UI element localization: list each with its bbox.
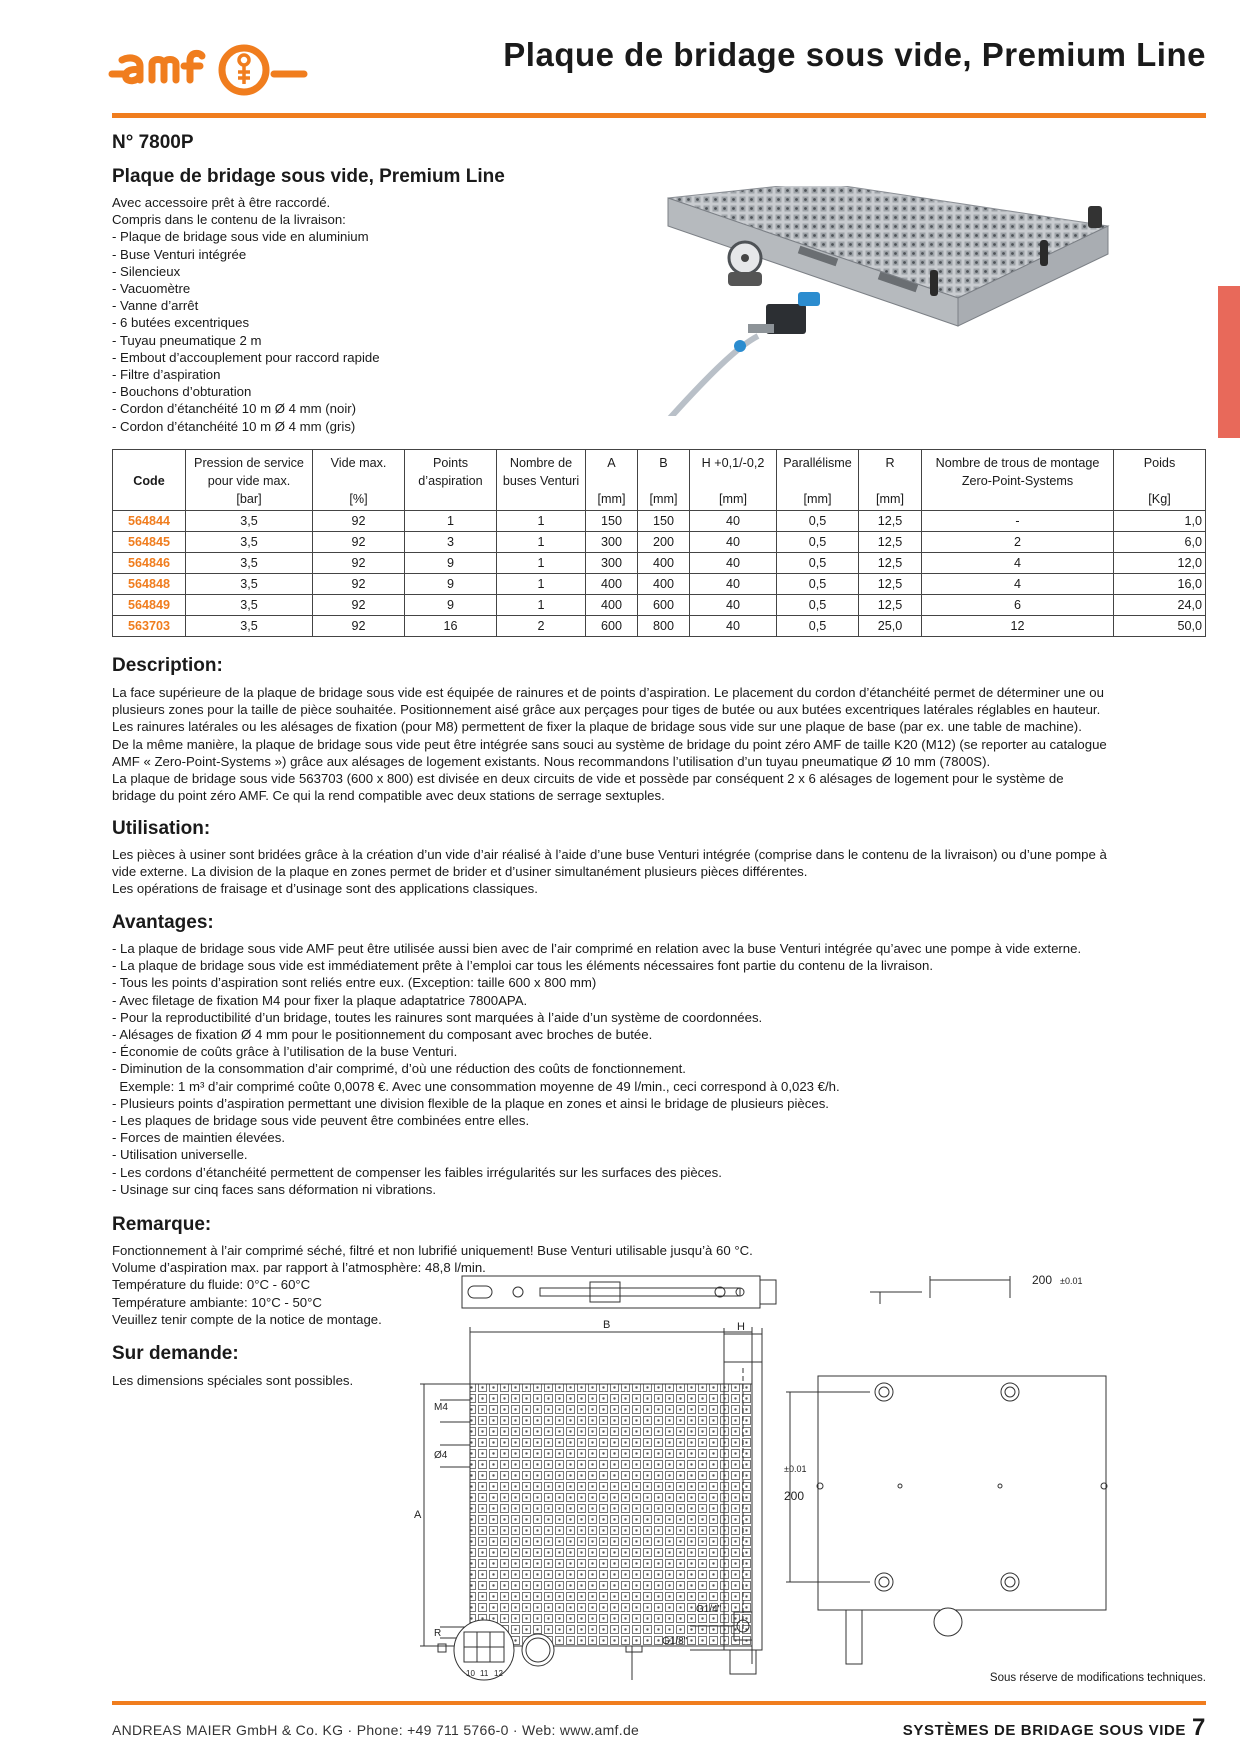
cell: 12,5	[859, 532, 922, 553]
text-line: - Alésages de fixation Ø 4 mm pour le positionnement du composant avec broches de butée.	[112, 1027, 653, 1043]
text-line: - Économie de coûts grâce à l’utilisation de la buse Venturi.	[112, 1044, 458, 1060]
table-row	[113, 616, 1206, 637]
cell: 40	[690, 553, 777, 574]
cell: 0,5	[777, 553, 859, 574]
cell: 3,5	[186, 553, 313, 574]
cell: 9	[405, 595, 497, 616]
cell: 2	[922, 532, 1114, 553]
cell: 3,5	[186, 595, 313, 616]
cell: 40	[690, 532, 777, 553]
text-line: Les rainures latérales ou les alésages de fixation (pour M8) permettent de fixer la plaque de bridage sous vide sur une plaque de base (par ex. une table de machine).	[112, 719, 1082, 735]
product-intro	[112, 194, 672, 435]
cell: 16	[405, 616, 497, 637]
text-line: - Forces de maintien élevées.	[112, 1130, 285, 1146]
cell: 3,5	[186, 616, 313, 637]
footer-rule	[112, 1701, 1206, 1705]
label-g18: G1/8"	[662, 1636, 688, 1647]
detail-num: 10	[466, 1669, 475, 1678]
gauge-icon	[522, 1634, 554, 1666]
cell: 0,5	[777, 595, 859, 616]
text-line: - Les cordons d’étanchéité permettent de compenser les faibles irrégularités sur les surfaces des pièces.	[112, 1164, 722, 1180]
intro-line: - Embout d’accouplement pour raccord rapide	[112, 349, 380, 365]
cell: 0,5	[777, 574, 859, 595]
avantages-heading: Avantages:	[112, 912, 214, 933]
cell: 200	[638, 532, 690, 553]
side-slot	[468, 1286, 492, 1298]
cell: 4	[922, 574, 1114, 595]
cell: 400	[586, 574, 638, 595]
pin-hole-icon	[898, 1484, 902, 1488]
utilisation-text	[112, 846, 1212, 898]
intro-line: - Bouchons d’obturation	[112, 384, 252, 400]
intro-line: - Plaque de bridage sous vide en aluminium	[112, 229, 369, 245]
col-header-vide: Vide max. [%]	[313, 450, 405, 511]
product-photo	[648, 186, 1128, 416]
cell: 6,0	[1114, 532, 1206, 553]
text-line: Température ambiante: 10°C - 50°C	[112, 1294, 322, 1310]
col-header-h: H +0,1/-0,2 [mm]	[690, 450, 777, 511]
gauge-icon	[934, 1608, 962, 1636]
col-header-parallelisme: Parallélisme [mm]	[777, 450, 859, 511]
cell: 0,5	[777, 532, 859, 553]
text-line: plusieurs zones pour la taille de pièce souhaitée. Positionnement aisé grâce aux perçages pour tiges de butée ou aux butées excentriques latérales réglables en hauteur.	[112, 702, 1101, 718]
cell: 3,5	[186, 511, 313, 532]
cell: 3,5	[186, 532, 313, 553]
cell: 1	[497, 511, 586, 532]
cell: 400	[638, 553, 690, 574]
cell: 24,0	[1114, 595, 1206, 616]
text-line: Volume d’aspiration max. par rapport à l’atmosphère: 48,8 l/min.	[112, 1260, 486, 1276]
cell: 3	[405, 532, 497, 553]
r-marker	[438, 1644, 446, 1652]
cell: 400	[638, 574, 690, 595]
text-line: La plaque de bridage sous vide 563703 (600 x 800) est divisée en deux circuits de vide et possède par conséquent 2 x 6 alésages de logement pour le système de	[112, 771, 1064, 787]
cell: 0,5	[777, 511, 859, 532]
cell: 150	[638, 511, 690, 532]
page-title: Plaque de bridage sous vide, Premium Line	[503, 36, 1206, 73]
cell: 1	[497, 595, 586, 616]
cell: 92	[313, 574, 405, 595]
text-line: Veuillez tenir compte de la notice de montage.	[112, 1311, 382, 1327]
col-header-trous: Nombre de trous de montage Zero-Point-Systems	[922, 450, 1114, 511]
cell: 400	[586, 595, 638, 616]
mount-hole-icon	[875, 1383, 893, 1401]
header-rule	[112, 113, 1206, 118]
cell: 12,0	[1114, 553, 1206, 574]
side-profile-end	[760, 1280, 776, 1304]
cell: 6	[922, 595, 1114, 616]
cell: 12,5	[859, 553, 922, 574]
cell-code[interactable]: 564845	[113, 532, 186, 553]
cell: 12	[922, 616, 1114, 637]
intro-line: Compris dans le contenu de la livraison:	[112, 212, 346, 228]
text-line: - Tous les points d’aspiration sont reliés entre eux. (Exception: taille 600 x 800 mm)	[112, 975, 597, 991]
cell: 12,5	[859, 511, 922, 532]
cell: 4	[922, 553, 1114, 574]
technical-drawing	[400, 1272, 1210, 1682]
label-b: B	[603, 1319, 611, 1331]
cell: 92	[313, 532, 405, 553]
sur-demande-heading: Sur demande:	[112, 1343, 239, 1364]
label-tol-v: ±0.01	[784, 1464, 807, 1474]
cell: -	[922, 511, 1114, 532]
cell: 9	[405, 574, 497, 595]
label-200v: 200	[784, 1489, 805, 1503]
text-line: - Usinage sur cinq faces sans déformation ni vibrations.	[112, 1181, 436, 1197]
col-header-poids: Poids [Kg]	[1114, 450, 1206, 511]
detail-num: 11	[480, 1669, 489, 1678]
table-row	[113, 511, 1206, 532]
cell: 800	[638, 616, 690, 637]
text-line: De la même manière, la plaque de bridage sous vide peut être intégrée sans souci au système de bridage du point zéro AMF de taille K20 (M12) (se reporter au catalogue	[112, 736, 1107, 752]
intro-line: - Filtre d’aspiration	[112, 367, 221, 383]
intro-line: - Cordon d’étanchéité 10 m Ø 4 mm (noir)	[112, 401, 357, 417]
sur-demande-text	[112, 1372, 412, 1389]
label-a: A	[414, 1509, 422, 1521]
table-row	[113, 532, 1206, 553]
cell: 25,0	[859, 616, 922, 637]
cell: 16,0	[1114, 574, 1206, 595]
intro-line: Avec accessoire prêt à être raccordé.	[112, 195, 331, 210]
mount-hole-icon	[875, 1573, 893, 1591]
col-header-b: B [mm]	[638, 450, 690, 511]
cell: 50,0	[1114, 616, 1206, 637]
col-header-r: R [mm]	[859, 450, 922, 511]
product-title: Plaque de bridage sous vide, Premium Line	[112, 166, 505, 187]
page-number: 7	[1192, 1714, 1206, 1741]
side-tab-marker	[1218, 286, 1240, 438]
remarque-heading: Remarque:	[112, 1214, 212, 1235]
text-line: - La plaque de bridage sous vide est immédiatement prête à l’emploi car tous les éléments nécessaires font partie du contenu de la livraison.	[112, 958, 934, 974]
cell: 40	[690, 595, 777, 616]
cell: 92	[313, 595, 405, 616]
amf-logo	[108, 38, 308, 98]
intro-line: - Buse Venturi intégrée	[112, 246, 247, 262]
description-heading: Description:	[112, 655, 223, 676]
text-line: - Plusieurs points d’aspiration permettant une division flexible de la plaque en zones et ainsi le bridage de plusieurs pièces.	[112, 1095, 829, 1111]
cell: 1	[497, 574, 586, 595]
cell: 12,5	[859, 574, 922, 595]
text-line: La face supérieure de la plaque de bridage sous vide est équipée de rainures et de points d’aspiration. Le placement du cordon d’étanchéité permet de déterminer une ou	[112, 685, 1104, 700]
cell: 9	[405, 553, 497, 574]
col-header-pression: Pression de service pour vide max. [bar]	[186, 450, 313, 511]
text-line: Les pièces à usiner sont bridées grâce à la création d’un vide d’air réalisé à l’aide d’une buse Venturi intégrée (comprise dans le contenu de la livraison) ou d’une pompe à	[112, 847, 1107, 862]
text-line: - La plaque de bridage sous vide AMF peut être utilisée aussi bien avec de l’air comprimé en relation avec la buse Venturi intégrée qu’avec une pompe à vide externe.	[112, 941, 1082, 956]
cell-code[interactable]: 564849	[113, 595, 186, 616]
label-h: H	[737, 1321, 745, 1333]
intro-line: - Vacuomètre	[112, 281, 191, 297]
text-line: - Les plaques de bridage sous vide peuvent être combinées entre elles.	[112, 1113, 530, 1129]
col-header-code: Code	[113, 450, 186, 511]
label-m4: M4	[434, 1402, 448, 1413]
footer-company: ANDREAS MAIER GmbH & Co. KG · Phone: +49 711 5766-0 · Web: www.amf.de	[112, 1722, 640, 1738]
cell: 40	[690, 574, 777, 595]
cell-code[interactable]: 564846	[113, 553, 186, 574]
footer-section-title: SYSTÈMES DE BRIDAGE SOUS VIDE	[902, 1722, 1187, 1739]
label-d4: Ø4	[434, 1450, 448, 1461]
description-text	[112, 684, 1212, 804]
text-line: - Utilisation universelle.	[112, 1147, 248, 1163]
cell: 1	[405, 511, 497, 532]
intro-line: - Cordon d’étanchéité 10 m Ø 4 mm (gris)	[112, 418, 356, 434]
text-line: - Diminution de la consommation d’air comprimé, d’où une réduction des coûts de fonctionnement.	[112, 1061, 686, 1077]
valve-icon	[626, 1646, 642, 1680]
avantages-text	[112, 940, 1212, 1198]
text-line: - Pour la reproductibilité d’un bridage, toutes les rainures sont marquées à l’aide d’un système de coordonnées.	[112, 1009, 763, 1025]
cell: 300	[586, 553, 638, 574]
intro-line: - Tuyau pneumatique 2 m	[112, 332, 262, 348]
table-row	[113, 574, 1206, 595]
col-header-buses: Nombre de buses Venturi	[497, 450, 586, 511]
detail-num: 12	[494, 1669, 503, 1678]
pin-hole-icon	[998, 1484, 1002, 1488]
label-200h: 200	[1032, 1273, 1053, 1287]
cell: 600	[638, 595, 690, 616]
label-g14: G1/4"	[696, 1604, 722, 1615]
cell: 600	[586, 616, 638, 637]
label-r: R	[434, 1628, 442, 1639]
side-groove	[540, 1288, 740, 1296]
text-line: Température du fluide: 0°C - 60°C	[112, 1277, 311, 1293]
table-header-row	[113, 450, 1206, 511]
text-line: vide externe. La division de la plaque en zones permet de brider et d’usiner simultanément plusieurs pièces différentes.	[112, 864, 808, 880]
text-line: Fonctionnement à l’air comprimé séché, filtré et non lubrifié uniquement! Buse Venturi utilisable jusqu’à 60 °C.	[112, 1243, 753, 1258]
table-row	[113, 553, 1206, 574]
utilisation-heading: Utilisation:	[112, 818, 211, 839]
nozzle-icon	[846, 1610, 862, 1664]
mount-hole-icon	[1001, 1573, 1019, 1591]
cell: 0,5	[777, 616, 859, 637]
side-hole-icon	[513, 1287, 523, 1297]
intro-line: - Silencieux	[112, 263, 181, 279]
product-number: N° 7800P	[112, 132, 194, 153]
text-line: AMF « Zero-Point-Systems ») grâce aux alésages de logement existants. Nous recommandons l’utilisation d’un tuyau pneumatique Ø 10 mm (7800S).	[112, 753, 991, 769]
cell: 1	[497, 532, 586, 553]
label-tol-h: ±0.01	[1060, 1276, 1083, 1286]
intro-line: - Vanne d’arrêt	[112, 298, 199, 314]
bottom-view-plate	[818, 1376, 1106, 1610]
mount-hole-icon	[1001, 1383, 1019, 1401]
cell-code[interactable]: 564848	[113, 574, 186, 595]
col-header-points: Points d’aspiration	[405, 450, 497, 511]
reserve-note: Sous réserve de modifications techniques.	[989, 1672, 1206, 1684]
cell: 92	[313, 616, 405, 637]
cell: 3,5	[186, 574, 313, 595]
cell: 300	[586, 532, 638, 553]
text-line: Les opérations de fraisage et d’usinage sont des applications classiques.	[112, 881, 538, 897]
cell-code[interactable]: 564844	[113, 511, 186, 532]
text-line: bridage du point zéro AMF. Ce qui la rend compatible avec deux stations de serrage sextuples.	[112, 788, 665, 804]
cell: 40	[690, 616, 777, 637]
footer-section	[903, 1714, 1206, 1742]
text-line: Les dimensions spéciales sont possibles.	[112, 1373, 354, 1388]
side-block	[590, 1282, 620, 1302]
text-line: Exemple: 1 m³ d’air comprimé coûte 0,0078 €. Avec une consommation moyenne de 49 l/min., ceci correspond à 0,023 €/h.	[112, 1078, 840, 1094]
spec-table	[112, 449, 1206, 637]
cell: 12,5	[859, 595, 922, 616]
cell: 1	[497, 553, 586, 574]
cell: 92	[313, 553, 405, 574]
cell: 150	[586, 511, 638, 532]
intro-line: - 6 butées excentriques	[112, 315, 250, 331]
col-header-a: A [mm]	[586, 450, 638, 511]
table-row	[113, 595, 1206, 616]
cell: 1,0	[1114, 511, 1206, 532]
cell-code[interactable]: 563703	[113, 616, 186, 637]
cell: 40	[690, 511, 777, 532]
cell: 2	[497, 616, 586, 637]
text-line: - Avec filetage de fixation M4 pour fixer la plaque adaptatrice 7800APA.	[112, 992, 528, 1008]
cell: 92	[313, 511, 405, 532]
